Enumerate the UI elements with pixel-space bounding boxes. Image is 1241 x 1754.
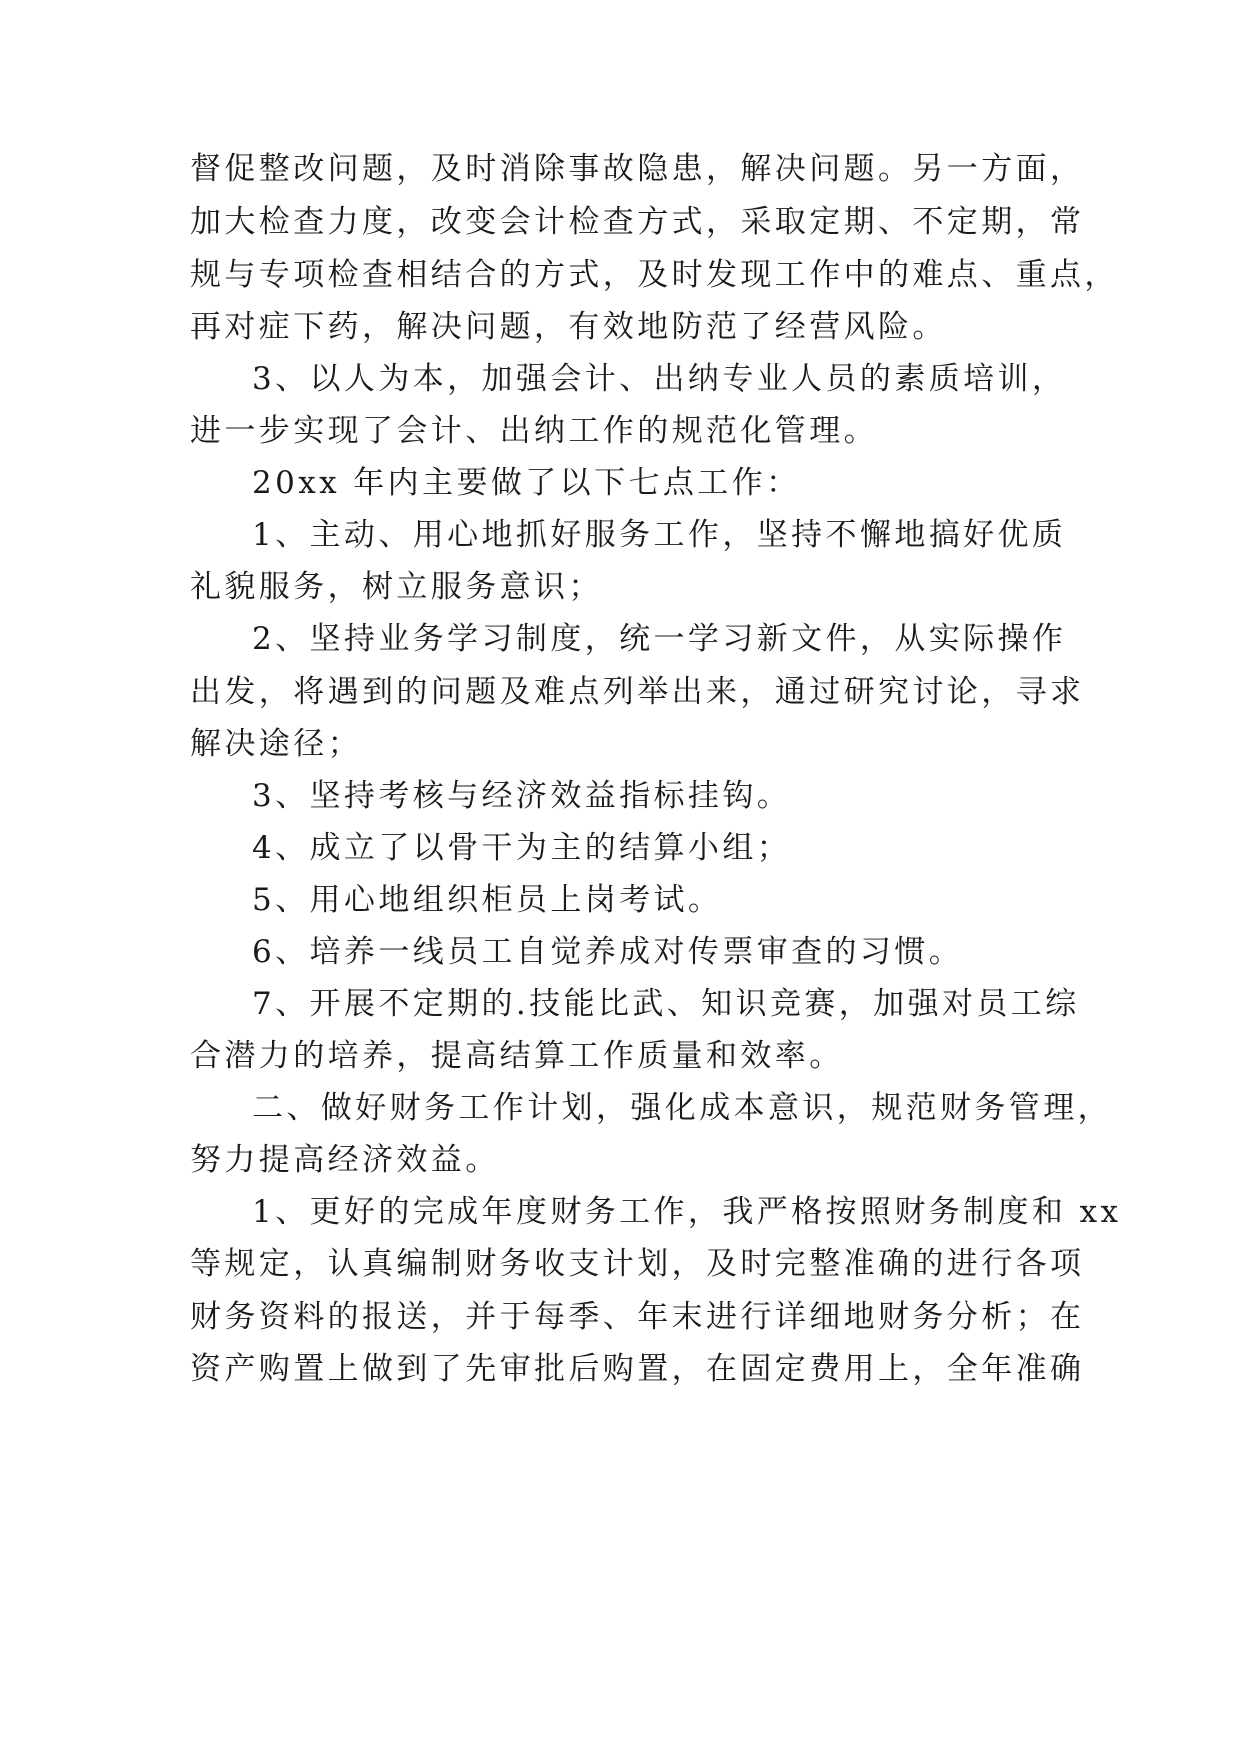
text-line: 礼貌服务，树立服务意识； xyxy=(190,569,603,605)
text-line: 出发，将遇到的问题及难点列举出来，通过研究讨论，寻求 xyxy=(190,674,1085,710)
text-line: 3、坚持考核与经济效益指标挂钩。 xyxy=(252,778,792,814)
text-line: 加大检查力度，改变会计检查方式，采取定期、不定期，常 xyxy=(190,204,1085,240)
text-line: 资产购置上做到了先审批后购置，在固定费用上，全年准确 xyxy=(190,1351,1085,1387)
text-line: 财务资料的报送，并于每季、年末进行详细地财务分析；在 xyxy=(190,1299,1085,1335)
text-line: 解决途径； xyxy=(190,726,362,762)
text-line: 4、成立了以骨干为主的结算小组； xyxy=(252,830,792,866)
text-line: 合潜力的培养，提高结算工作质量和效率。 xyxy=(190,1038,844,1074)
text-line: 努力提高经济效益。 xyxy=(190,1142,500,1178)
text-line: 2、坚持业务学习制度，统一学习新文件，从实际操作 xyxy=(252,621,1067,657)
text-line: 督促整改问题，及时消除事故隐患，解决问题。另一方面， xyxy=(190,151,1085,187)
text-line: 二、做好财务工作计划，强化成本意识，规范财务管理， xyxy=(252,1090,1112,1126)
text-line: 7、开展不定期的.技能比武、知识竞赛，加强对员工综 xyxy=(252,986,1080,1022)
text-line: 再对症下药，解决问题，有效地防范了经营风险。 xyxy=(190,309,947,345)
text-line: 20xx 年内主要做了以下七点工作： xyxy=(252,465,801,501)
text-line: 5、用心地组织柜员上岗考试。 xyxy=(252,882,723,918)
text-line: 规与专项检查相结合的方式，及时发现工作中的难点、重点， xyxy=(190,257,1119,293)
text-line: 6、培养一线员工自觉养成对传票审查的习惯。 xyxy=(252,934,964,970)
text-line: 1、更好的完成年度财务工作，我严格按照财务制度和 xx xyxy=(252,1194,1122,1230)
text-line: 1、主动、用心地抓好服务工作，坚持不懈地搞好优质 xyxy=(252,517,1067,553)
text-line: 等规定，认真编制财务收支计划，及时完整准确的进行各项 xyxy=(190,1246,1085,1282)
text-line: 进一步实现了会计、出纳工作的规范化管理。 xyxy=(190,413,878,449)
text-line: 3、以人为本，加强会计、出纳专业人员的素质培训， xyxy=(252,361,1067,397)
